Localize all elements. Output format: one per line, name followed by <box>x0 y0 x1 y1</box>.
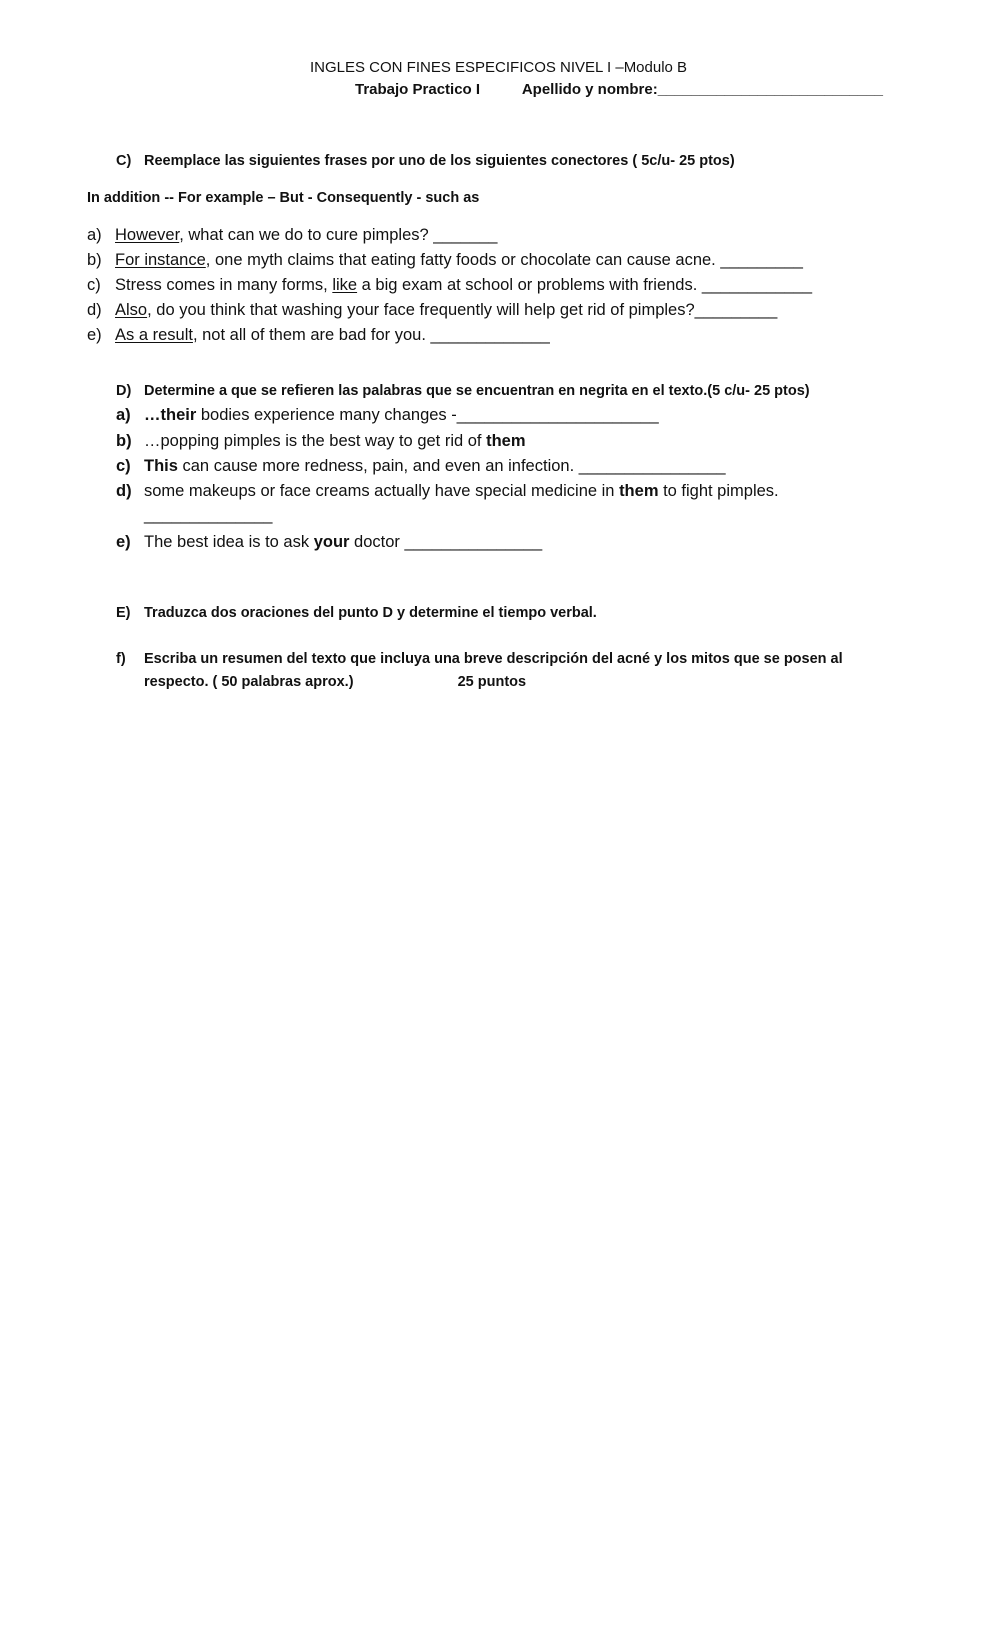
section-c-instruction: Reemplace las siguientes frases por uno de los siguientes conectores ( 5c/u- 25 ptos) <box>144 153 735 169</box>
bold-word: your <box>313 533 350 551</box>
name-label: Apellido y nombre: <box>521 81 658 98</box>
section-d-item-b: b) …popping pimples is the best way to get rid of them <box>116 432 526 450</box>
underlined-phrase: For instance <box>115 251 206 269</box>
section-c-item-b: b) For instance, one myth claims that eating fatty foods or chocolate can cause acne. _________ <box>87 251 803 269</box>
section-c-letter: C) <box>116 153 132 169</box>
section-f-instruction-line <box>116 651 843 667</box>
section-f-instruction-continued: respecto. ( 50 palabras aprox.) <box>144 674 354 690</box>
assignment-title: Trabajo Practico I <box>355 81 481 98</box>
underlined-phrase: Also <box>115 301 148 319</box>
section-d-item-d-answer-blank[interactable]: ______________ <box>144 506 273 524</box>
section-f-points: 25 puntos <box>457 674 527 690</box>
assignment-header-line <box>355 81 883 98</box>
section-f-instruction-line-2 <box>144 674 526 690</box>
section-e-instruction-line <box>116 605 597 621</box>
section-d-instruction: Determine a que se refieren las palabras que se encuentran en negrita en el texto.(5 c/u- 25 ptos) <box>144 383 810 399</box>
section-e-instruction: Traduzca dos oraciones del punto D y determine el tiempo verbal. <box>144 605 597 621</box>
section-d-instruction-line <box>116 383 810 399</box>
name-blank[interactable]: ___________________________ <box>657 81 883 98</box>
bold-word: their <box>160 406 197 424</box>
section-c-instruction-line <box>116 153 735 169</box>
connector-list: In addition -- For example – But - Consequently - such as <box>87 190 480 206</box>
section-c-item-c: c) Stress comes in many forms, like a big exam at school or problems with friends. ____________ <box>87 276 813 294</box>
section-c-item-d: d) Also, do you think that washing your face frequently will help get rid of pimples?_________ <box>87 301 778 319</box>
bold-word: them <box>619 482 659 500</box>
section-f-letter: f) <box>116 651 126 667</box>
section-d-item-c: c) This can cause more redness, pain, and even an infection. ________________ <box>116 457 726 475</box>
underlined-phrase: However <box>115 226 180 244</box>
section-f-instruction: Escriba un resumen del texto que incluya una breve descripción del acné y los mitos que se posen al <box>144 651 843 667</box>
underlined-phrase: like <box>332 276 358 294</box>
section-e-letter: E) <box>116 605 131 621</box>
section-c-item-e: e) As a result, not all of them are bad for you. _____________ <box>87 326 550 344</box>
bold-word: This <box>144 457 178 475</box>
underlined-phrase: As a result <box>115 326 193 344</box>
section-d-item-d: d) some makeups or face creams actually have special medicine in them to fight pimples. <box>116 482 779 500</box>
course-title: INGLES CON FINES ESPECIFICOS NIVEL I –Modulo B <box>310 59 688 76</box>
section-d-item-a: a) …their bodies experience many changes -______________________ <box>116 406 659 424</box>
section-c-item-a: a) However, what can we do to cure pimples? _______ <box>87 226 498 244</box>
bold-word: them <box>486 432 526 450</box>
section-d-item-e: e) The best idea is to ask your doctor _______________ <box>116 533 543 551</box>
section-d-letter: D) <box>116 383 132 399</box>
